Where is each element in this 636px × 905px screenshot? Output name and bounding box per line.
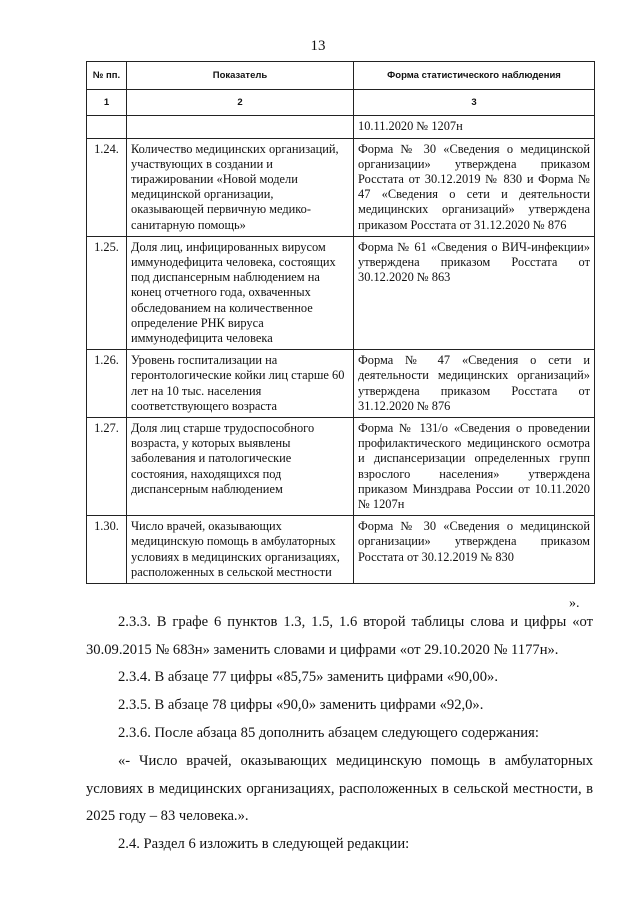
- closing-quote: ».: [569, 596, 580, 611]
- page-number: 13: [310, 38, 326, 54]
- row-form: Форма № 61 «Сведения о ВИЧ-инфекции» утверждена приказом Росстата от 30.12.2020 № 863: [354, 236, 595, 349]
- paragraph-2-3-4: 2.3.4. В абзаце 77 цифры «85,75» заменить цифрами «90,00».: [118, 669, 498, 685]
- paragraph-quote: «- Число врачей, оказывающих медицинскую помощь в амбулаторных условиях в медицинских организациях, расположенных в сельской местности, в 2025 году – 83 человека.».: [86, 753, 593, 824]
- paragraph-2-3-6: 2.3.6. После абзаца 85 дополнить абзацем следующего содержания:: [118, 725, 539, 741]
- row-num: 1.30.: [87, 516, 127, 584]
- row-form: Форма № 47 «Сведения о сети и деятельности медицинских организаций» утверждена приказом Росстата от 31.12.2020 № 876: [354, 350, 595, 418]
- row-indicator: [127, 116, 354, 138]
- column-numbers-row: [87, 90, 595, 116]
- row-indicator: Доля лиц старше трудоспособного возраста, у которых выявлены заболевания и патологические состояния, находящихся под диспансерным наблюдением: [127, 418, 354, 516]
- column-number: 2: [127, 90, 354, 116]
- column-number: 3: [354, 90, 595, 116]
- header-indicator: Показатель: [127, 62, 354, 90]
- row-form: Форма № 131/о «Сведения о проведении профилактического медицинского осмотра и диспансеризации определенных групп взрослого населения» утверждена приказом Минздрава России от 10.11.2020 № 1207н: [354, 418, 595, 516]
- table-row: [87, 236, 595, 349]
- row-num: 1.25.: [87, 236, 127, 349]
- table-header-row: [87, 62, 595, 90]
- row-indicator: Доля лиц, инфицированных вирусом иммунодефицита человека, состоящих под диспансерным наблюдением на конец отчетного года, охваченных обследованием на количественное определение РНК вируса иммунодефицита человека: [127, 236, 354, 349]
- row-form: Форма № 30 «Сведения о медицинской организации» утверждена приказом Росстата от 30.12.2019 № 830 и Форма № 47 «Сведения о сети и деятельности медицинских организаций» утверждена приказом Росстата от 31.12.2020 № 876: [354, 138, 595, 236]
- row-indicator: Количество медицинских организаций, участвующих в создании и тиражировании «Новой модели медицинской организации, оказывающей первичную медико-санитарную помощь»: [127, 138, 354, 236]
- row-num: [87, 116, 127, 138]
- table-row: [87, 350, 595, 418]
- indicators-table: [86, 61, 595, 584]
- table-row: [87, 116, 595, 138]
- table-row: [87, 418, 595, 516]
- row-num: 1.24.: [87, 138, 127, 236]
- row-indicator: Число врачей, оказывающих медицинскую помощь в амбулаторных условиях в медицинских организациях, расположенных в сельской местности: [127, 516, 354, 584]
- table-row: [87, 516, 595, 584]
- header-form: Форма статистического наблюдения: [354, 62, 595, 90]
- row-num: 1.26.: [87, 350, 127, 418]
- row-form: 10.11.2020 № 1207н: [354, 116, 595, 138]
- paragraph-2-3-5: 2.3.5. В абзаце 78 цифры «90,0» заменить цифрами «92,0».: [118, 697, 484, 713]
- paragraph-2-3-3: 2.3.3. В графе 6 пунктов 1.3, 1.5, 1.6 второй таблицы слова и цифры «от 30.09.2015 № 683н» заменить словами и цифрами «от 29.10.2020 № 1177н».: [86, 614, 593, 658]
- column-number: 1: [87, 90, 127, 116]
- row-form: Форма № 30 «Сведения о медицинской организации» утверждена приказом Росстата от 30.12.2019 № 830: [354, 516, 595, 584]
- row-indicator: Уровень госпитализации на геронтологические койки лиц старше 60 лет на 10 тыс. населения соответствующего возраста: [127, 350, 354, 418]
- paragraph-2-4: 2.4. Раздел 6 изложить в следующей редакции:: [118, 836, 410, 852]
- header-num: № пп.: [87, 62, 127, 90]
- row-num: 1.27.: [87, 418, 127, 516]
- table-row: [87, 138, 595, 236]
